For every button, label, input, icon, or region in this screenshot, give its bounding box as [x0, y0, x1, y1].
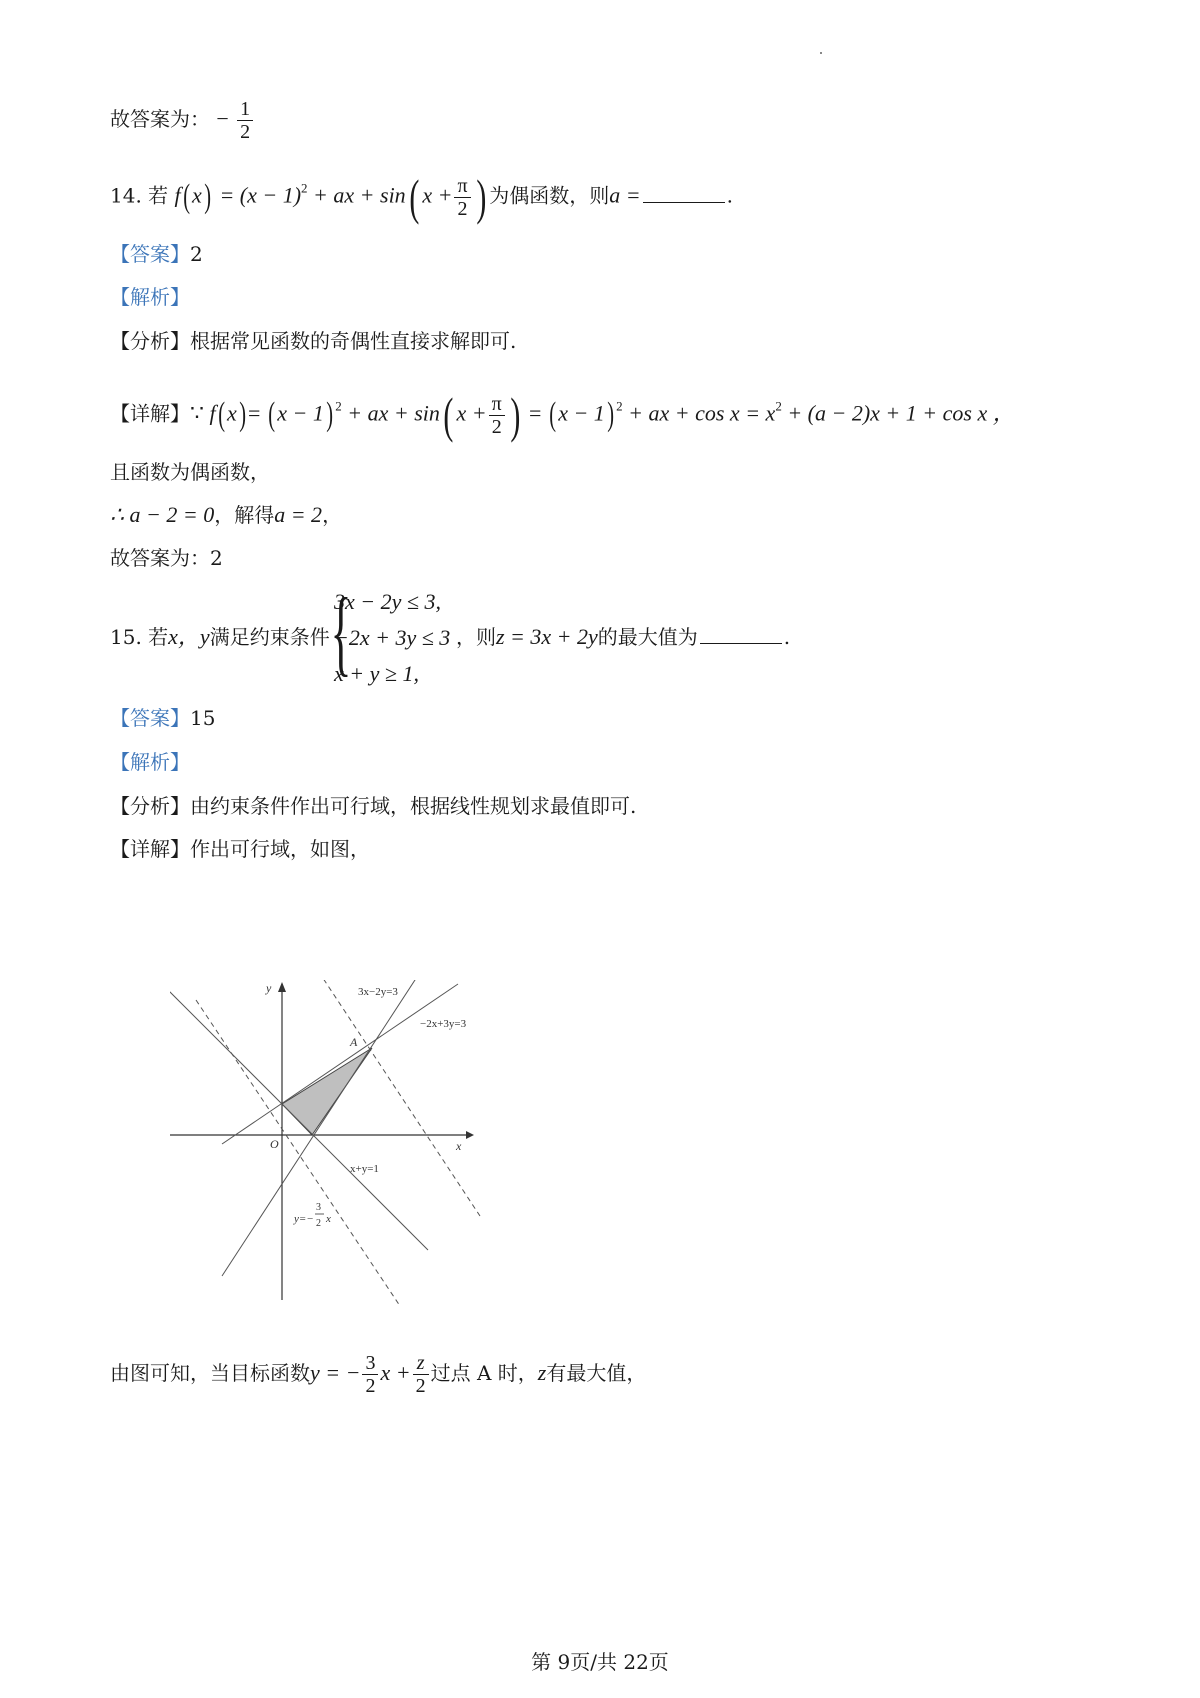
- label-objective-x: x: [326, 1213, 331, 1225]
- answer-13: [110, 98, 255, 143]
- line-neg2x-3y-3: [222, 984, 458, 1144]
- question-14: 14. 若 f( $x) = (x - 1)^2$ + ax + sin( x + $\frac{\pi}{2}$ ) 为偶函数，则a = .: [110, 169, 733, 225]
- label-origin: O: [270, 1137, 279, 1151]
- y-axis-arrow: [278, 982, 286, 992]
- even-function-line: 且函数为偶函数，: [110, 460, 270, 484]
- label-objective-2: 2: [316, 1218, 321, 1229]
- label-x: x: [456, 1139, 462, 1153]
- label-line3: x+y=1: [350, 1163, 379, 1175]
- label-objective-3: 3: [316, 1202, 321, 1213]
- answer-line-14: 【答案】2: [110, 242, 203, 266]
- x-axis-arrow: [466, 1131, 474, 1139]
- label-line2: −2x+3y=3: [420, 1018, 467, 1030]
- minus-sign: −: [216, 106, 229, 131]
- feasible-region: [282, 1048, 372, 1135]
- question-15: 15. 若x，y满足约束条件: [110, 624, 330, 649]
- xiangjie-15: 【详解】作出可行域，如图，: [110, 837, 370, 861]
- xiangjie-14: 【详解】∵ f( x) = ( x − 1) $^2$ + ax + sin( x + $\frac{\pi}{2}$ ) = ( x − 1) $^2$ + ax + $\cos x = x^2 + (a - 2)x + 1 + \cos x$ ，: [110, 387, 1015, 443]
- fenxi-14: 【分析】根据常见函数的奇偶性直接求解即可.: [110, 329, 517, 353]
- system-brace: {: [330, 578, 352, 685]
- analysis-tag-14: 【解析】: [110, 285, 190, 309]
- label-y: y: [266, 981, 272, 995]
- page-footer: 第 9页/共 22页: [531, 1650, 669, 1674]
- solve-line: ∴ a − 2 = 0，解得a = 2，: [110, 502, 343, 527]
- label-point-a: A: [350, 1035, 358, 1049]
- question-15-tail: ，则z = 3x + 2y的最大值为 .: [456, 624, 791, 649]
- scan-dot: [820, 52, 822, 54]
- answer-blank: [643, 184, 725, 203]
- question-tail: 为偶函数，则: [489, 183, 610, 208]
- objective-line-origin: [196, 1000, 400, 1306]
- constraint-system: 3x − 2y ≤ 3, −2x + 3y ≤ 3 x + y ≥ 1,: [334, 589, 451, 686]
- answer-prefix: 故答案为：: [110, 107, 210, 131]
- fenxi-15: 【分析】由约束条件作出可行域，根据线性规划求最值即可.: [110, 794, 637, 818]
- answer-line-15: 【答案】15: [110, 706, 216, 730]
- label-line1: 3x−2y=3: [358, 986, 398, 998]
- analysis-tag-15: 【解析】: [110, 750, 190, 774]
- fraction-one-half: $\frac{1}{2}$: [237, 98, 253, 143]
- feasible-region-graph: [170, 980, 500, 1320]
- question-number: 14. 若: [110, 183, 169, 208]
- answer-14-final: 故答案为：2: [110, 546, 223, 570]
- conclusion-15: 由图可知，当目标函数y = − $\frac{3}{2}$ x + $\frac{z}{2}$ 过点 A 时，z有最大值，: [110, 1352, 647, 1397]
- label-objective-y: y=−: [294, 1213, 314, 1225]
